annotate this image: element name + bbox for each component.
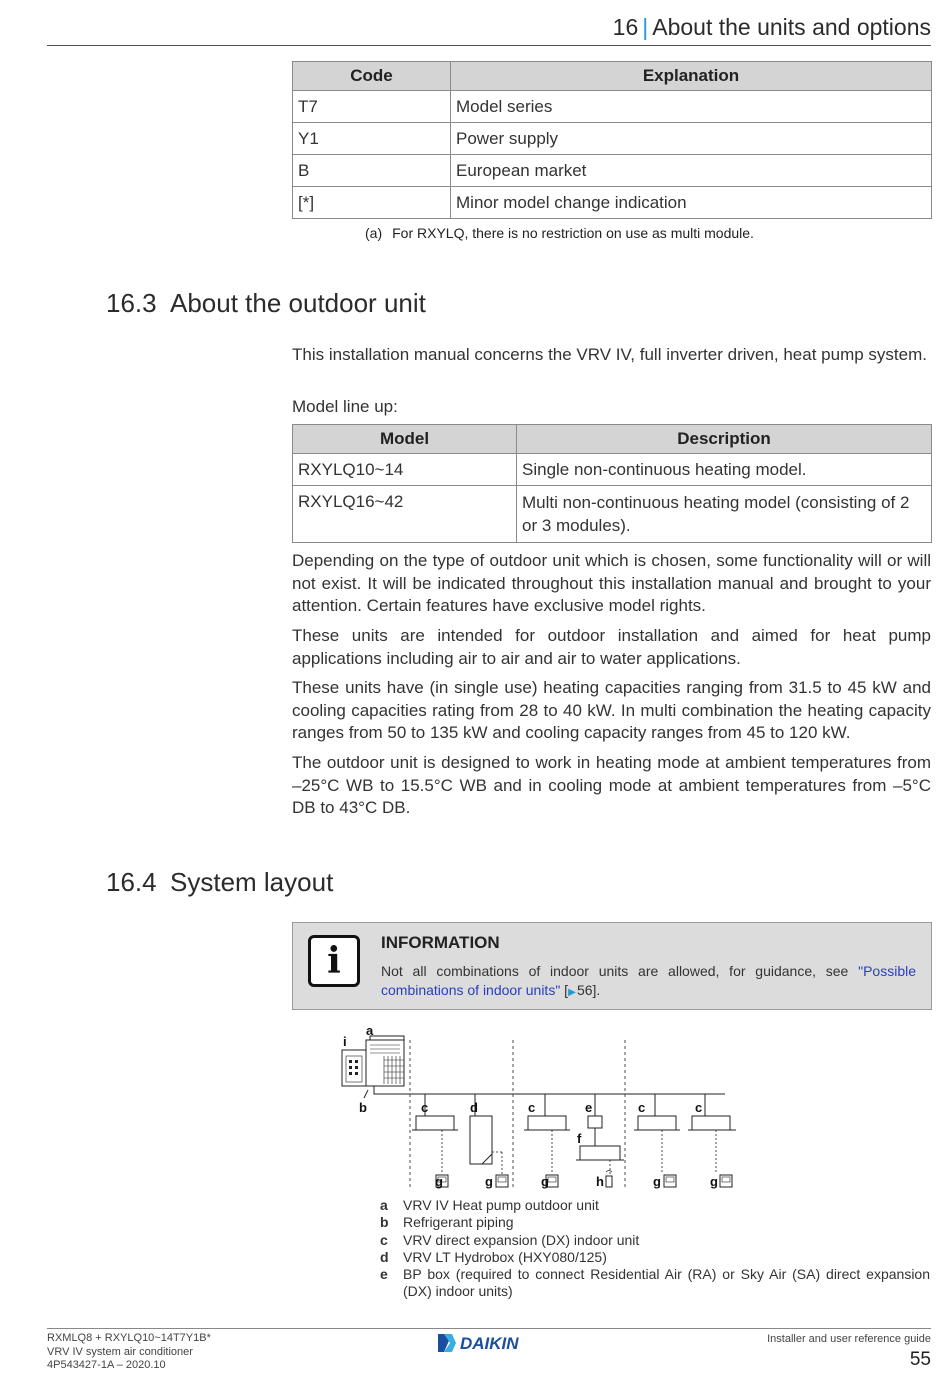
information-icon: i [308,935,360,987]
chapter-title: About the units and options [652,14,931,40]
code-cell: B [293,155,451,187]
information-box [292,922,932,1010]
diagram-legend [380,1197,930,1301]
indoor-unit-c [416,1116,454,1130]
intro-paragraph: This installation manual concerns the VRV IV, full inverter driven, heat pump system. [292,345,927,364]
model-lineup-table [292,424,932,543]
list-item [380,1266,930,1301]
section-heading-16-4 [106,867,333,898]
section-number: 16.4 [106,867,157,897]
table-row [293,486,932,543]
description-cell: Single non-continuous heating model. [517,454,932,486]
remote-controller-icon [720,1175,732,1187]
possible-combinations-link[interactable]: "Possible combinations of indoor units" [381,963,916,998]
paragraph-capacities: These units have (in single use) heating capacities ranging from 31.5 to 45 kW and cooling capacities rating from 28 to 40 kW. In multi combination the heating capacity ranges from 50 to 135 kW and cooling capacity ranges from 45 to 120 kW. [292,678,931,742]
header-rule [47,45,931,46]
list-item [380,1249,930,1266]
label-d: d [470,1100,478,1115]
footnote-text: For RXYLQ, there is no restriction on use as multi module. [392,225,754,241]
section-number: 16.3 [106,288,157,318]
daikin-logo [438,1332,540,1354]
label-c: c [695,1100,703,1115]
legend-key: b [380,1214,389,1231]
ref-close: ]. [592,982,601,998]
brand-name: DAIKIN [460,1334,519,1353]
model-table-header-description: Description [517,425,932,454]
system-layout-diagram [330,1020,750,1196]
info-text-body: Not all combinations of indoor units are allowed, for guidance, see [381,963,859,979]
information-title: INFORMATION [381,933,500,952]
label-a: a [366,1023,374,1038]
table-row [293,155,932,187]
indoor-unit-c [638,1116,676,1130]
bp-box-e [588,1116,602,1128]
legend-text: Refrigerant piping [403,1214,514,1231]
footer-doc-code: 4P543427-1A – 2020.10 [47,1359,166,1371]
label-g: g [541,1174,549,1189]
legend-text: VRV direct expansion (DX) indoor unit [403,1231,640,1248]
remote-controller-icon [496,1175,508,1187]
explanation-cell: European market [451,155,932,187]
footer-guide-title: Installer and user reference guide [767,1333,931,1345]
legend-text: BP box (required to connect Residential Air (RA) or Sky Air (SA) direct expansion (DX) indoor units) [403,1266,930,1300]
section-heading-16-3 [106,288,426,319]
label-e: e [585,1100,593,1115]
label-c: c [528,1100,536,1115]
label-g: g [485,1174,493,1189]
section-title: System layout [170,867,334,897]
label-g: g [710,1174,718,1189]
legend-key: a [380,1197,388,1213]
legend-text: VRV IV Heat pump outdoor unit [403,1197,599,1213]
table-row [293,123,932,155]
indoor-unit-c [528,1116,566,1130]
table-row [293,454,932,486]
code-table-header-explanation: Explanation [451,62,932,91]
label-i: i [343,1034,347,1049]
page-reference[interactable]: 56 [576,982,593,998]
page-arrow-icon: ▶ [568,987,576,998]
legend-key: d [380,1248,389,1265]
table-footnote [365,225,754,241]
code-table-header-code: Code [293,62,451,91]
paragraph-functionality: Depending on the type of outdoor unit which is chosen, some functionality will or will not exist. It will be indicated throughout this installation manual and brought to your attention. Certain features have exclusive model rights. [292,551,931,615]
label-g: g [653,1174,661,1189]
central-controller [342,1050,366,1086]
code-table [292,61,932,219]
list-item [380,1214,930,1231]
remote-controller-icon [664,1175,676,1187]
section-title: About the outdoor unit [170,288,426,318]
explanation-cell: Minor model change indication [451,187,932,219]
footer-document-info [47,1332,211,1373]
lineup-label: Model line up: [292,397,398,416]
information-text [381,962,916,1002]
table-row [293,187,932,219]
footer-product: VRV IV system air conditioner [47,1345,193,1358]
code-cell: T7 [293,91,451,123]
chapter-number: 16 [612,14,639,40]
running-header [613,14,931,41]
model-table-header-model: Model [293,425,517,454]
ref-open: [ [560,982,569,998]
footnote-mark: (a) [365,225,383,241]
label-g: g [435,1174,443,1189]
explanation-cell: Model series [451,91,932,123]
explanation-cell: Power supply [451,123,932,155]
page-number: 55 [909,1349,931,1370]
table-row [293,91,932,123]
legend-key: c [380,1231,388,1248]
legend-key: e [380,1266,388,1283]
label-b: b [359,1100,367,1115]
label-c: c [638,1100,646,1115]
footer-model: RXMLQ8 + RXYLQ10~14T7Y1B* [47,1332,211,1344]
wireless-remote-icon [606,1171,612,1188]
code-cell: [*] [293,187,451,219]
code-cell: Y1 [293,123,451,155]
legend-text: VRV LT Hydrobox (HXY080/125) [403,1248,607,1265]
outdoor-unit [366,1040,404,1086]
model-cell: RXYLQ10~14 [293,454,517,486]
header-separator: | [642,14,649,40]
description-cell: Multi non-continuous heating model (consisting of 2 or 3 modules). [517,486,932,543]
indoor-unit-c [692,1116,730,1130]
list-item [380,1197,930,1214]
label-h: h [596,1174,604,1189]
list-item [380,1232,930,1249]
ra-unit-f [580,1146,620,1160]
paragraph-temperatures: The outdoor unit is designed to work in heating mode at ambient temperatures from –25°C WB to 15.5°C WB and in cooling mode at ambient temperatures from –5°C DB to 43°C DB. [292,753,931,817]
label-f: f [577,1131,582,1146]
paragraph-applications: These units are intended for outdoor installation and aimed for heat pump applications including air to air and air to water applications. [292,626,931,668]
model-cell: RXYLQ16~42 [293,486,517,543]
footer-rule [47,1328,931,1329]
label-c: c [421,1100,429,1115]
